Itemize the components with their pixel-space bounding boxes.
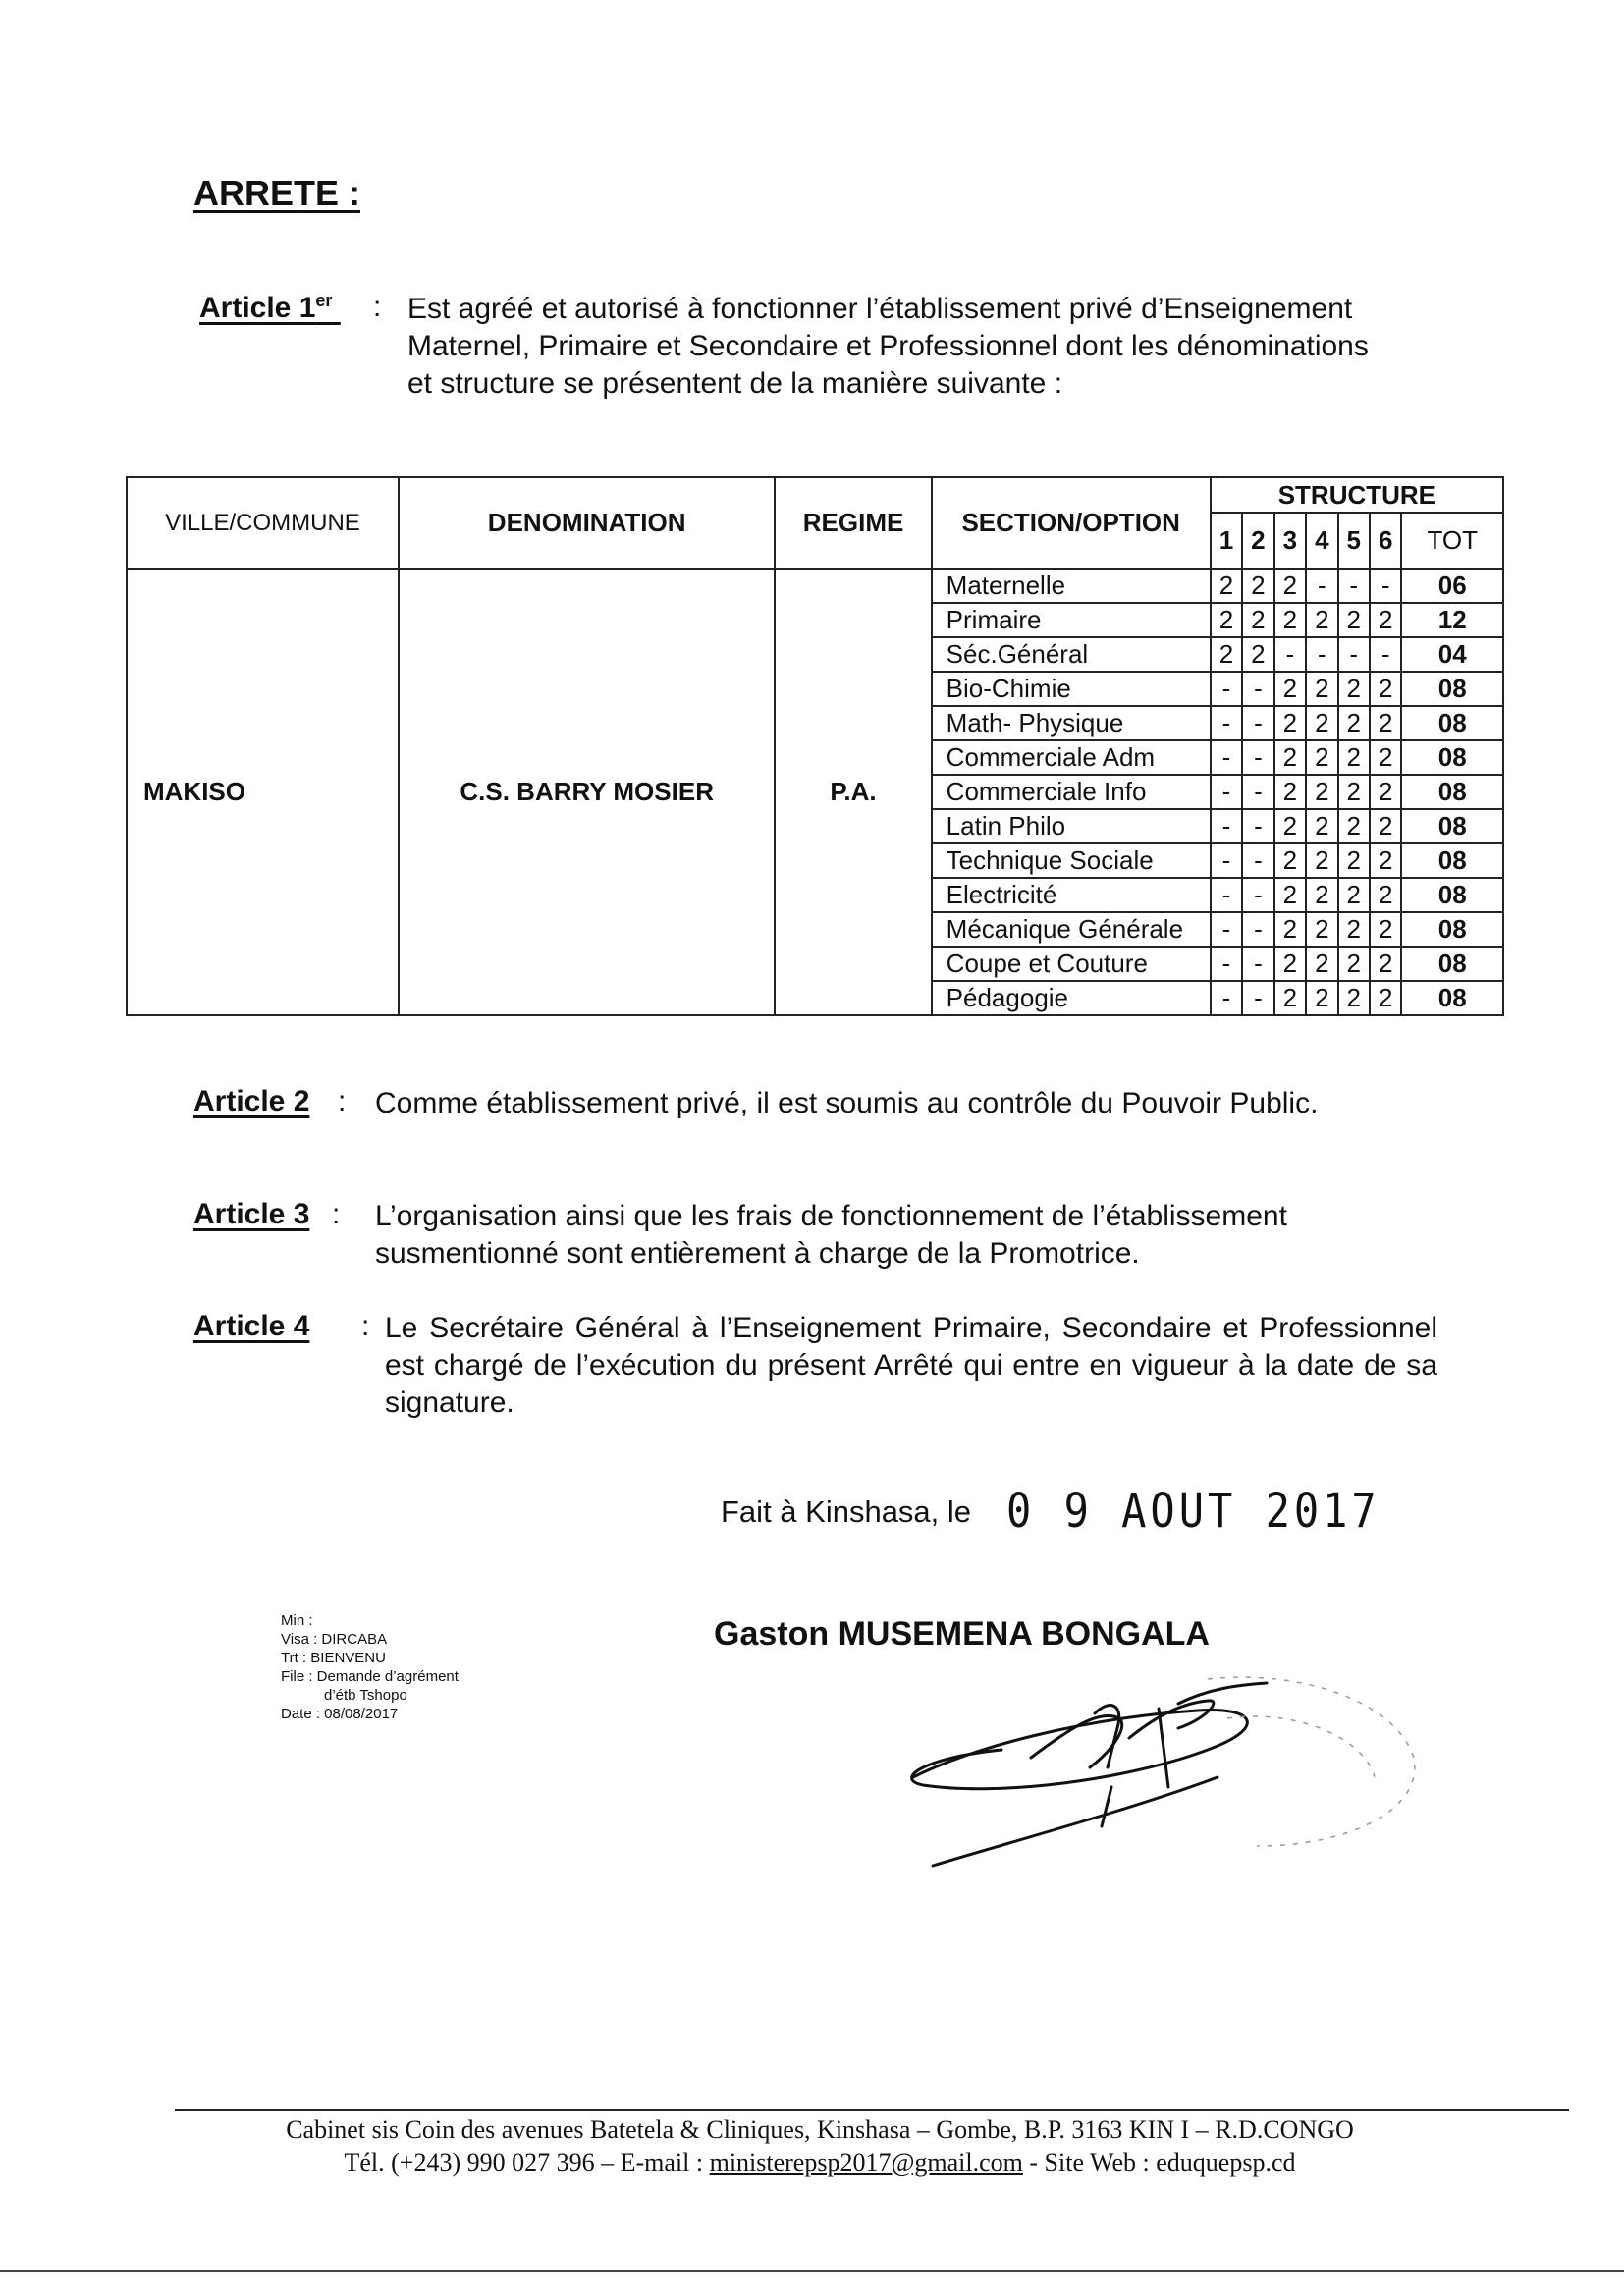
cell-section: Mécanique Générale [932, 912, 1211, 947]
cell-year-1: - [1211, 981, 1242, 1015]
header-section-option: SECTION/OPTION [932, 477, 1211, 569]
cell-section: Coupe et Couture [932, 947, 1211, 981]
cell-year-1: - [1211, 843, 1242, 878]
cell-year-5: - [1338, 637, 1370, 672]
footer-email-link[interactable]: ministerepsp2017@gmail.com [709, 2148, 1023, 2177]
footer [147, 2113, 1492, 2180]
cell-section: Pédagogie [932, 981, 1211, 1015]
cell-section: Math- Physique [932, 706, 1211, 740]
cell-year-2: - [1242, 809, 1273, 843]
cell-section: Latin Philo [932, 809, 1211, 843]
cell-year-2: 2 [1242, 569, 1273, 603]
cell-year-1: - [1211, 740, 1242, 775]
cell-year-3: - [1274, 637, 1306, 672]
cell-year-5: 2 [1338, 981, 1370, 1015]
header-regime: REGIME [775, 477, 931, 569]
cell-year-5: 2 [1338, 775, 1370, 809]
cell-year-6: 2 [1370, 843, 1401, 878]
cell-year-4: 2 [1306, 843, 1337, 878]
cell-year-6: - [1370, 569, 1401, 603]
cell-year-4: 2 [1306, 809, 1337, 843]
article-1-label-text: Article 1 [199, 292, 316, 324]
cell-tot: 08 [1401, 706, 1503, 740]
cell-year-4: 2 [1306, 672, 1337, 706]
cell-year-4: 2 [1306, 775, 1337, 809]
cell-section: Electricité [932, 878, 1211, 912]
cell-tot: 08 [1401, 981, 1503, 1015]
cell-year-5: - [1338, 569, 1370, 603]
cell-year-6: - [1370, 637, 1401, 672]
cell-year-1: - [1211, 706, 1242, 740]
footer-site: - Site Web : eduquepsp.cd [1029, 2148, 1296, 2177]
cell-tot: 08 [1401, 843, 1503, 878]
cell-year-6: 2 [1370, 981, 1401, 1015]
footer-divider [175, 2109, 1569, 2111]
cell-year-5: 2 [1338, 706, 1370, 740]
cell-tot: 08 [1401, 740, 1503, 775]
cell-year-1: 2 [1211, 603, 1242, 637]
ref-visa: Visa : DIRCABA [281, 1631, 388, 1648]
handwritten-signature [884, 1659, 1434, 1885]
article-1-label [199, 291, 341, 325]
cell-section: Technique Sociale [932, 843, 1211, 878]
header-year-4: 4 [1306, 513, 1337, 569]
cell-year-2: 2 [1242, 637, 1273, 672]
header-year-5: 5 [1338, 513, 1370, 569]
article-2-colon: : [338, 1085, 347, 1117]
cell-year-3: 2 [1274, 706, 1306, 740]
cell-year-1: - [1211, 672, 1242, 706]
cell-regime: P.A. [775, 569, 931, 1015]
cell-year-5: 2 [1338, 912, 1370, 947]
cell-year-3: 2 [1274, 740, 1306, 775]
cell-year-6: 2 [1370, 947, 1401, 981]
cell-year-4: 2 [1306, 878, 1337, 912]
cell-tot: 08 [1401, 809, 1503, 843]
cell-section: Maternelle [932, 569, 1211, 603]
table-row [127, 569, 1503, 603]
cell-tot: 12 [1401, 603, 1503, 637]
cell-year-2: - [1242, 740, 1273, 775]
cell-section: Bio-Chimie [932, 672, 1211, 706]
ref-trt: Trt : BIENVENU [281, 1650, 386, 1666]
cell-tot: 08 [1401, 878, 1503, 912]
cell-year-1: - [1211, 912, 1242, 947]
cell-tot: 08 [1401, 672, 1503, 706]
cell-year-1: - [1211, 878, 1242, 912]
cell-year-3: 2 [1274, 672, 1306, 706]
cell-year-4: 2 [1306, 706, 1337, 740]
cell-year-4: 2 [1306, 981, 1337, 1015]
footer-address: Cabinet sis Coin des avenues Batetela & Cliniques, Kinshasa – Gombe, B.P. 3163 KIN I – R.D.CONGO [286, 2115, 1354, 2144]
header-ville-commune: VILLE/COMMUNE [127, 477, 399, 569]
footer-contact [147, 2146, 1492, 2180]
table-body [127, 569, 1503, 1015]
cell-year-5: 2 [1338, 878, 1370, 912]
article-4-colon: : [361, 1310, 370, 1342]
cell-year-6: 2 [1370, 878, 1401, 912]
cell-tot: 08 [1401, 912, 1503, 947]
article-2-text: Comme établissement privé, il est soumis au contrôle du Pouvoir Public. [375, 1087, 1319, 1119]
cell-year-5: 2 [1338, 843, 1370, 878]
ref-file: File : Demande d’agrément [281, 1668, 459, 1685]
cell-section: Primaire [932, 603, 1211, 637]
article-1-text: Est agréé et autorisé à fonctionner l’établissement privé d’Enseignement Maternel, Primaire et Secondaire et Professionnel dont les dénominations et structure se présentent de la manière suivante : [407, 293, 1369, 400]
cell-year-4: - [1306, 569, 1337, 603]
cell-tot: 08 [1401, 775, 1503, 809]
cell-year-3: 2 [1274, 843, 1306, 878]
cell-year-1: 2 [1211, 637, 1242, 672]
footer-tel: Tél. (+243) 990 027 396 – E-mail : [344, 2148, 704, 2177]
header-year-2: 2 [1242, 513, 1273, 569]
cell-year-5: 2 [1338, 809, 1370, 843]
cell-denomination: C.S. BARRY MOSIER [399, 569, 775, 1015]
date-stamp: 0 9 AOUT 2017 [1006, 1483, 1380, 1539]
cell-year-1: 2 [1211, 569, 1242, 603]
cell-year-4: 2 [1306, 740, 1337, 775]
ref-min: Min : [281, 1612, 313, 1629]
cell-year-1: - [1211, 809, 1242, 843]
cell-year-6: 2 [1370, 912, 1401, 947]
header-year-3: 3 [1274, 513, 1306, 569]
ref-file-cont: d’étb Tshopo [324, 1687, 407, 1704]
cell-year-2: - [1242, 775, 1273, 809]
cell-year-3: 2 [1274, 878, 1306, 912]
article-1-superscript: er [315, 291, 333, 310]
cell-year-4: 2 [1306, 947, 1337, 981]
cell-year-6: 2 [1370, 775, 1401, 809]
cell-year-1: - [1211, 775, 1242, 809]
cell-year-2: - [1242, 912, 1273, 947]
header-denomination: DENOMINATION [399, 477, 775, 569]
cell-year-2: - [1242, 672, 1273, 706]
cell-year-6: 2 [1370, 809, 1401, 843]
cell-year-6: 2 [1370, 706, 1401, 740]
cell-year-6: 2 [1370, 672, 1401, 706]
cell-year-2: 2 [1242, 603, 1273, 637]
cell-section: Séc.Général [932, 637, 1211, 672]
cell-year-5: 2 [1338, 603, 1370, 637]
cell-year-3: 2 [1274, 981, 1306, 1015]
structure-table [126, 476, 1504, 1016]
cell-year-1: - [1211, 947, 1242, 981]
cell-year-4: 2 [1306, 603, 1337, 637]
header-year-6: 6 [1370, 513, 1401, 569]
cell-year-3: 2 [1274, 603, 1306, 637]
cell-year-5: 2 [1338, 947, 1370, 981]
header-year-1: 1 [1211, 513, 1242, 569]
signer-name: Gaston MUSEMENA BONGALA [714, 1615, 1210, 1653]
cell-year-2: - [1242, 843, 1273, 878]
cell-section: Commerciale Info [932, 775, 1211, 809]
cell-year-2: - [1242, 706, 1273, 740]
article-4-text: Le Secrétaire Général à l’Enseignement Primaire, Secondaire et Professionnel est chargé de l’exécution du présent Arrêté qui entre en vigueur à la date de sa signature. [385, 1312, 1437, 1419]
cell-tot: 08 [1401, 947, 1503, 981]
cell-year-2: - [1242, 981, 1273, 1015]
cell-year-3: 2 [1274, 912, 1306, 947]
cell-ville-commune: MAKISO [127, 569, 399, 1015]
article-1-colon: : [373, 291, 382, 323]
cell-year-6: 2 [1370, 740, 1401, 775]
page-bottom-rule [0, 2270, 1624, 2272]
cell-section: Commerciale Adm [932, 740, 1211, 775]
cell-year-5: 2 [1338, 740, 1370, 775]
decree-title: ARRETE : [193, 173, 360, 213]
cell-year-2: - [1242, 947, 1273, 981]
cell-year-3: 2 [1274, 947, 1306, 981]
header-structure: STRUCTURE [1211, 477, 1503, 513]
article-2-label: Article 2 [193, 1085, 310, 1117]
article-4-label: Article 4 [193, 1310, 310, 1342]
cell-year-4: - [1306, 637, 1337, 672]
cell-year-3: 2 [1274, 809, 1306, 843]
cell-tot: 04 [1401, 637, 1503, 672]
cell-year-2: - [1242, 878, 1273, 912]
table-header-row [127, 477, 1503, 513]
cell-year-3: 2 [1274, 775, 1306, 809]
article-3-colon: : [332, 1198, 341, 1230]
article-3-text: L’organisation ainsi que les frais de fonctionnement de l’établissement susmentionné sont entièrement à charge de la Promotrice. [375, 1200, 1287, 1270]
ref-date: Date : 08/08/2017 [281, 1706, 399, 1722]
cell-tot: 06 [1401, 569, 1503, 603]
cell-year-4: 2 [1306, 912, 1337, 947]
article-3-label: Article 3 [193, 1198, 310, 1230]
reference-block [281, 1611, 459, 1723]
cell-year-5: 2 [1338, 672, 1370, 706]
cell-year-6: 2 [1370, 603, 1401, 637]
cell-year-3: 2 [1274, 569, 1306, 603]
header-tot: TOT [1401, 513, 1503, 569]
place-date-label: Fait à Kinshasa, le [721, 1494, 972, 1529]
